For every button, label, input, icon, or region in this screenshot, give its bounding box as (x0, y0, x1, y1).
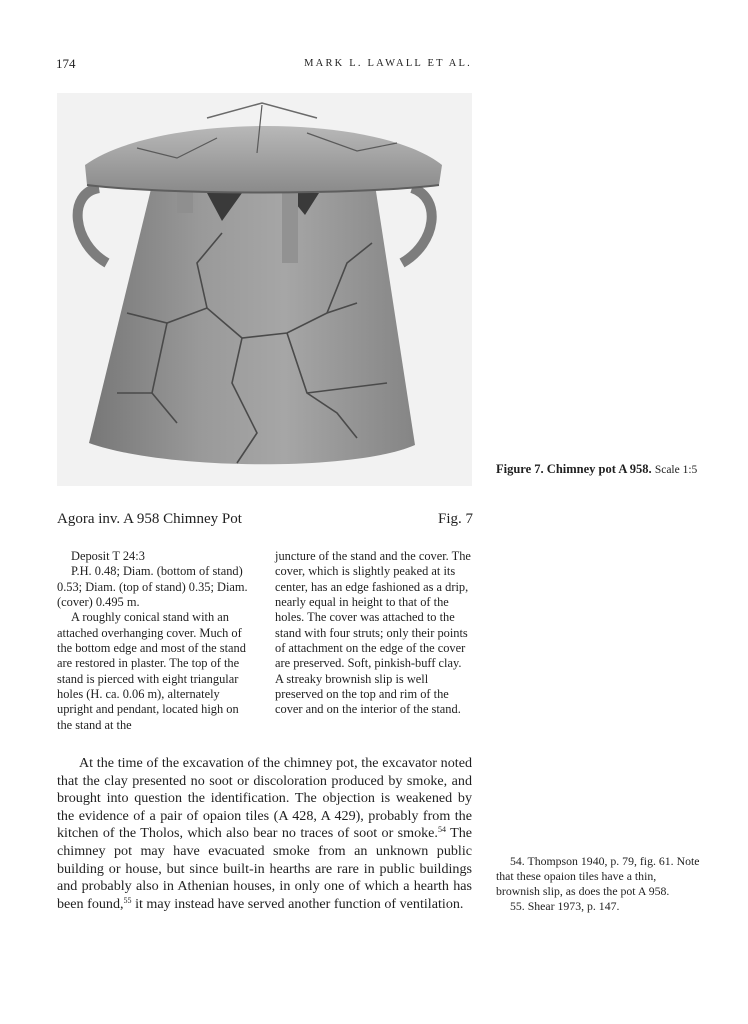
figure-caption-scale: Scale 1:5 (654, 464, 698, 476)
footnote-ref-55[interactable]: 55 (123, 895, 132, 905)
footnote-ref-54[interactable]: 54 (437, 825, 446, 835)
footnote-55: 55. Shear 1973, p. 147. (510, 899, 620, 913)
catalog-entry-title: Agora inv. A 958 Chimney Pot (57, 511, 242, 527)
footnote-54: 54. Thompson 1940, p. 79, fig. 61. Note that these opaion tiles have a thin, brownish slip, as does the pot A 958. (496, 854, 700, 898)
catalog-dimensions: P.H. 0.48; Diam. (bottom of stand) 0.53; Diam. (top of stand) 0.35; Diam. (cover) 0.495 m. (57, 564, 248, 610)
footnotes (496, 854, 701, 914)
catalog-figure-reference: Fig. 7 (438, 511, 474, 527)
body-paragraph (57, 755, 472, 913)
figure-caption (496, 461, 701, 478)
figure-photograph (57, 93, 472, 486)
catalog-description-continued: juncture of the stand and the cover. The cover, which is slightly peaked at its center, has an edge fashioned as a drip, nearly equal in height to that of the holes. The cover was attached to the stand with four struts; only their points of attachment on the edge of the cover are preserved. Soft, pinkish-buff clay. A streaky brownish slip is well preserved on the top and rim of the cover and on the interior of the stand. (275, 549, 471, 717)
catalog-description: A roughly conical stand with an attached overhanging cover. Much of the bottom edge and most of the stand are restored in plaster. The top of the stand is pierced with eight triangular holes (H. ca. 0.06 m), alternately upright and pendant, located high on the stand at the (57, 610, 246, 732)
figure-caption-title: Figure 7. Chimney pot A 958. (496, 462, 652, 476)
main-body-text (57, 755, 472, 913)
body-text-part-1: At the time of the excavation of the chimney pot, the excavator noted that the clay presented no soot or discoloration produced by smoke, and brought into question the identification. The objection is weakened by the evidence of a pair of opaion tiles (A 428, A 429), probably from the kitchen of the Tholos, which also bear no traces of soot or smoke. (57, 755, 472, 842)
catalog-column-right (275, 549, 472, 718)
page-number: 174 (56, 56, 76, 71)
body-text-part-2: The chimney pot may have evacuated smoke from an unknown public building or house, but since built-in hearths are rare in public buildings and probably also in Athenian houses, in only one of which a hearth has been found, (57, 825, 472, 912)
catalog-column-left (57, 549, 254, 733)
body-text-part-3: it may instead have served another function of ventilation. (131, 895, 464, 912)
catalog-deposit: Deposit T 24:3 (71, 549, 145, 563)
chimney-pot-illustration (57, 93, 472, 486)
running-head: MARK L. LAWALL ET AL. (304, 58, 472, 69)
